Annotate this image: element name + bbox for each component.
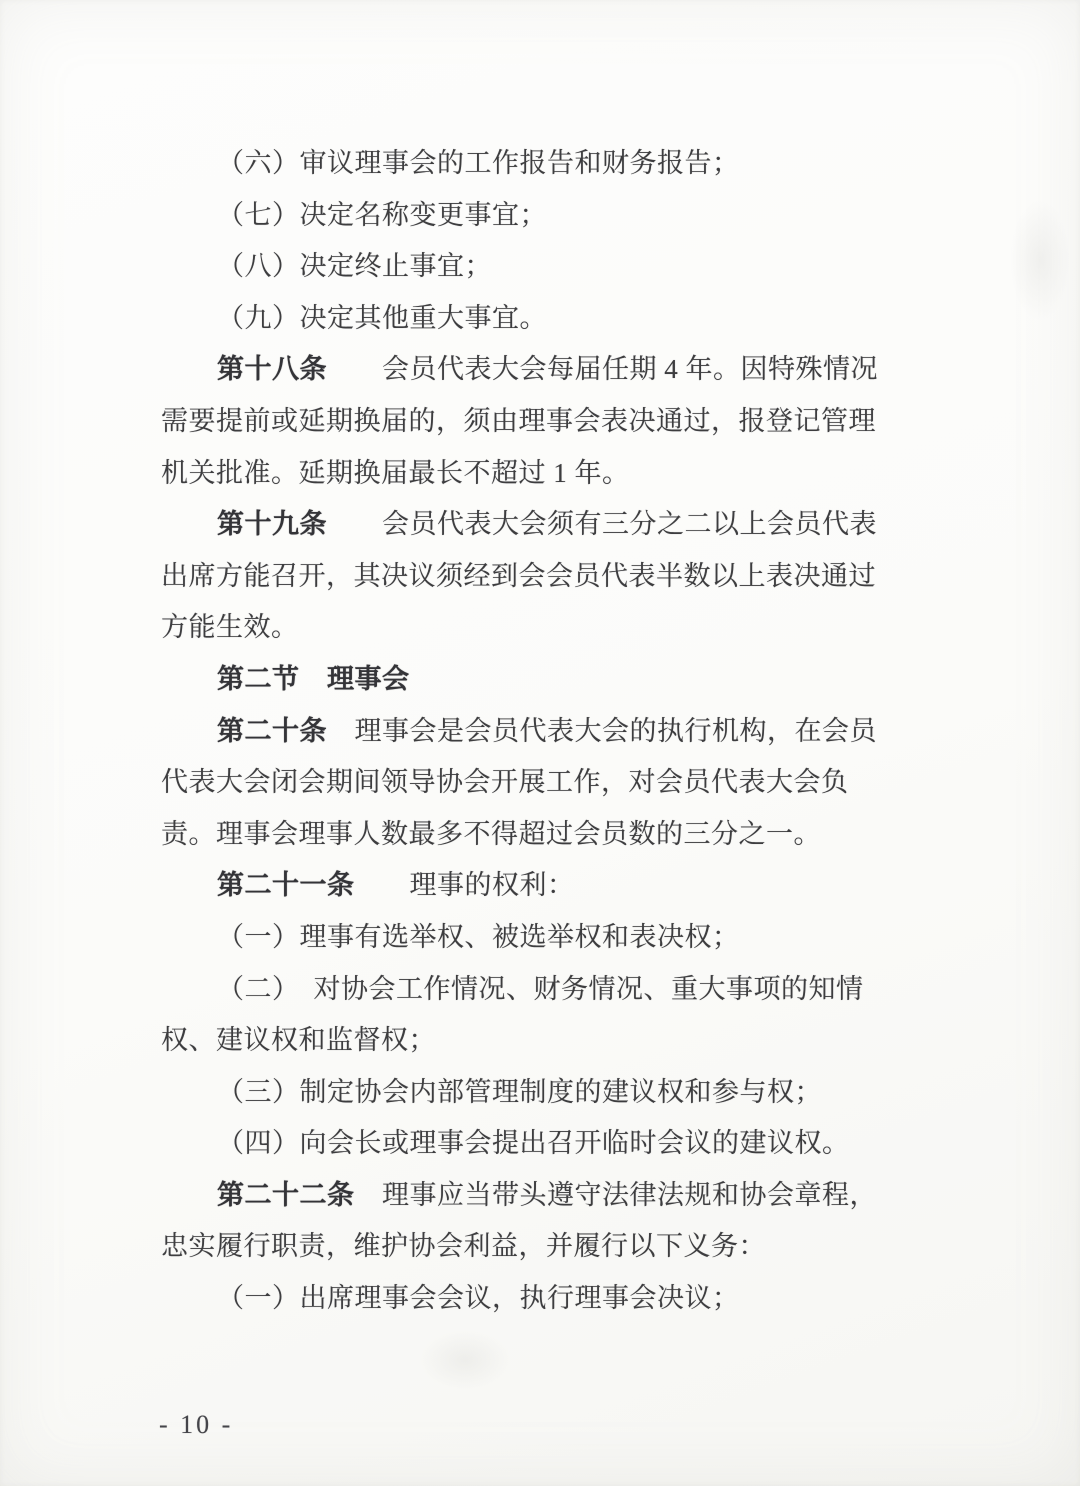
document-line <box>161 912 885 964</box>
document-line <box>161 1170 885 1222</box>
body-text: 出席方能召开，其决议须经到会会员代表半数以上表决通过 <box>161 560 876 591</box>
body-text: （四）向会长或理事会提出召开临时会议的建议权。 <box>217 1128 850 1159</box>
body-text: 会员代表大会每届任期 4 年。因特殊情况 <box>327 354 878 385</box>
body-text: （九）决定其他重大事宜。 <box>217 302 547 333</box>
document-line <box>161 190 885 242</box>
document-line <box>161 499 885 551</box>
article-heading-text: 第二十二条 <box>217 1179 355 1210</box>
body-text: 机关批准。延期换届最长不超过 1 年。 <box>161 457 630 488</box>
document-line <box>161 344 885 396</box>
body-text: （七）决定名称变更事宜； <box>217 199 547 230</box>
document-line <box>161 860 885 912</box>
body-text: 责。理事会理事人数最多不得超过会员数的三分之一。 <box>161 818 821 849</box>
document-line <box>161 138 885 190</box>
scan-smudge <box>420 1330 510 1390</box>
page-number: - 10 - <box>159 1410 234 1439</box>
document-line <box>161 964 885 1016</box>
document-line <box>161 396 885 448</box>
article-heading-text: 第二十一条 <box>217 870 355 901</box>
document-line <box>161 809 885 861</box>
article-heading-text: 第十九条 <box>217 509 327 540</box>
body-text: 理事应当带头遵守法律法规和协会章程， <box>354 1179 877 1210</box>
body-text: （六）审议理事会的工作报告和财务报告； <box>217 148 740 178</box>
article-heading-text: 第二十条 <box>217 715 327 746</box>
body-text: （一）理事有选举权、被选举权和表决权； <box>217 921 740 952</box>
document-line <box>161 1015 885 1067</box>
body-text: （三）制定协会内部管理制度的建议权和参与权； <box>217 1076 822 1107</box>
body-text: 理事会是会员代表大会的执行机构，在会员 <box>327 715 877 746</box>
document-line <box>161 602 885 654</box>
document-line <box>161 757 885 809</box>
document-line <box>161 293 885 345</box>
body-text: （二） 对协会工作情况、财务情况、重大事项的知情 <box>217 973 864 1004</box>
document-body <box>161 138 885 1325</box>
body-text: 需要提前或延期换届的，须由理事会表决通过，报登记管理 <box>161 405 876 436</box>
body-text: 忠实履行职责，维护协会利益，并履行以下义务： <box>161 1231 766 1262</box>
document-line <box>161 706 885 758</box>
document-line <box>161 654 885 706</box>
body-text: 理事的权利： <box>354 870 575 901</box>
body-text: 代表大会闭会期间领导协会开展工作，对会员代表大会负 <box>161 767 849 798</box>
body-text: （八）决定终止事宜； <box>217 251 492 282</box>
body-text: 会员代表大会须有三分之二以上会员代表 <box>327 509 877 540</box>
document-line <box>161 1221 885 1273</box>
article-heading-text: 第二节 理事会 <box>217 663 410 694</box>
document-line <box>161 1067 885 1119</box>
scan-smudge <box>1010 200 1070 320</box>
body-text: 方能生效。 <box>161 612 299 643</box>
document-line <box>161 241 885 293</box>
document-line <box>161 1118 885 1170</box>
document-line <box>161 551 885 603</box>
body-text: （一）出席理事会会议，执行理事会决议； <box>217 1283 740 1314</box>
document-line <box>161 448 885 500</box>
body-text: 权、建议权和监督权； <box>161 1025 436 1056</box>
document-line <box>161 1273 885 1325</box>
article-heading-text: 第十八条 <box>217 354 327 385</box>
